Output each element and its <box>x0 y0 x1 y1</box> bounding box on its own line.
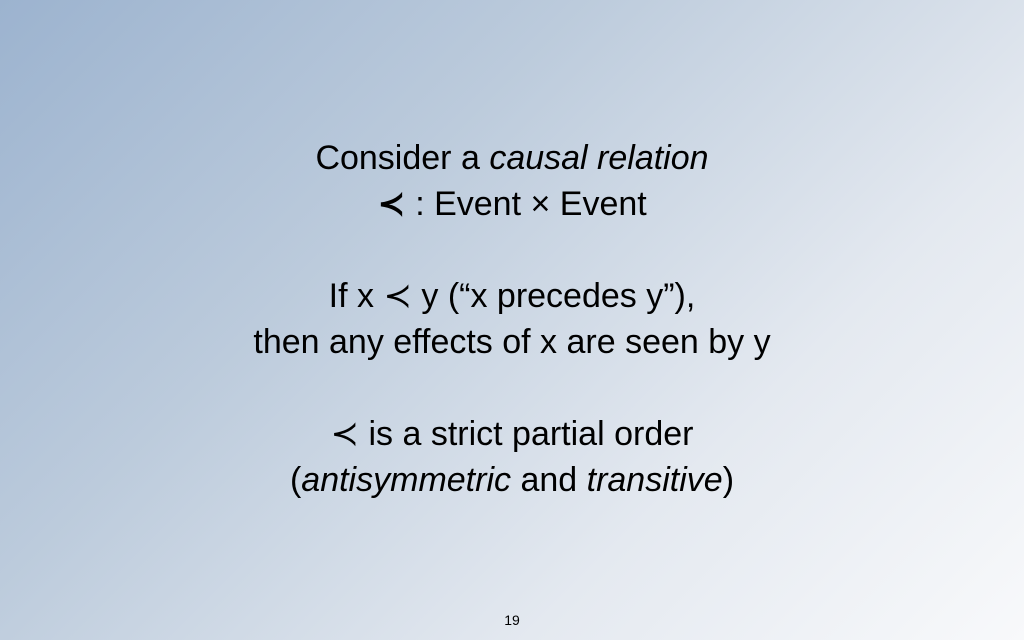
precedes-symbol: ≺ <box>377 185 406 223</box>
page-number: 19 <box>504 612 520 628</box>
text-consider: Consider a <box>315 139 490 177</box>
properties-line: (antisymmetric and transitive) <box>289 461 735 499</box>
effects-line: then any effects of x are seen by y <box>253 323 771 361</box>
precedes-definition-line: If x ≺ y (“x precedes y”), <box>328 277 696 315</box>
relation-type-line <box>0 181 1024 227</box>
text-causal-relation: causal relation <box>489 139 709 177</box>
text-antisymmetric: antisymmetric <box>301 461 511 499</box>
causal-relation-line <box>0 135 1024 181</box>
strict-partial-order-line: ≺ is a strict partial order <box>330 415 694 453</box>
slide-body <box>0 135 1024 503</box>
text-event-product: : Event × Event <box>405 185 647 223</box>
text-transitive: transitive <box>586 461 723 499</box>
